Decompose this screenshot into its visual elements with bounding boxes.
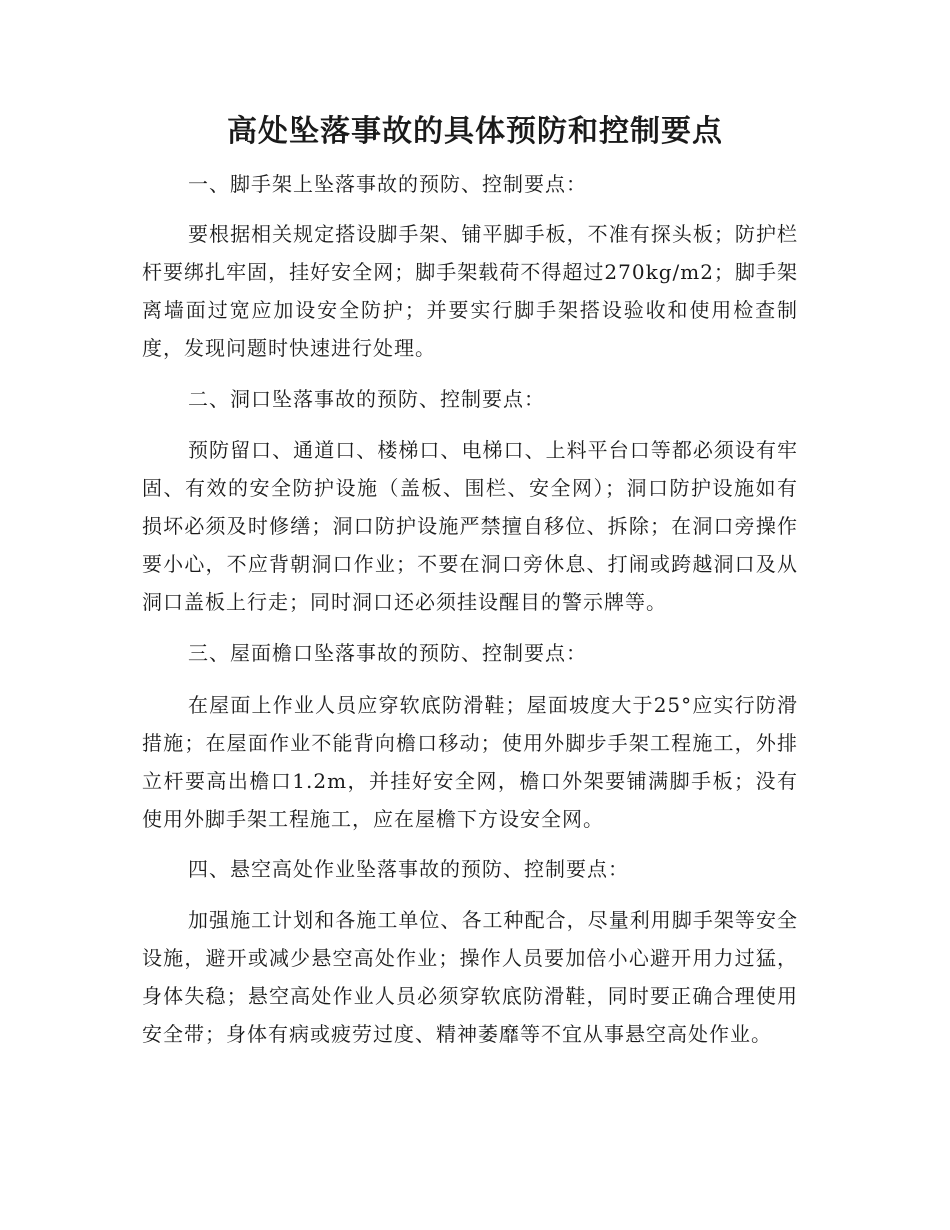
section-body-2: 预防留口、通道口、楼梯口、电梯口、上料平台口等都必须设有牢固、有效的安全防护设施（盖板、围栏、安全网）；洞口防护设施如有损坏必须及时修缮；洞口防护设施严禁擅自移位、拆除；在洞口旁操作要小心，不应背朝洞口作业；不要在洞口旁休息、打闹或跨越洞口及从洞口盖板上行走；同时洞口还必须挂设醒目的警示牌等。 <box>142 438 798 614</box>
section-body-3: 在屋面上作业人员应穿软底防滑鞋；屋面坡度大于25°应实行防滑措施；在屋面作业不能背向檐口移动；使用外脚步手架工程施工，外排立杆要高出檐口1.2m，并挂好安全网，檐口外架要铺满脚手板；没有使用外脚手架工程施工，应在屋檐下方设安全网。 <box>142 693 798 831</box>
section-heading-1: 一、脚手架上坠落事故的预防、控制要点： <box>188 172 587 196</box>
section-body-4: 加强施工计划和各施工单位、各工种配合，尽量利用脚手架等安全设施，避开或减少悬空高处作业；操作人员要加倍小心避开用力过猛，身体失稳；悬空高处作业人员必须穿软底防滑鞋，同时要正确合理使用安全带；身体有病或疲劳过度、精神萎靡等不宜从事悬空高处作业。 <box>142 908 798 1046</box>
document-title: 高处坠落事故的具体预防和控制要点 <box>227 114 723 149</box>
section-body-1: 要根据相关规定搭设脚手架、铺平脚手板，不准有探头板；防护栏杆要绑扎牢固，挂好安全网；脚手架载荷不得超过270kg/m2；脚手架离墙面过宽应加设安全防护；并要实行脚手架搭设验收和使用检查制度，发现问题时快速进行处理。 <box>142 222 798 360</box>
section-heading-3: 三、屋面檐口坠落事故的预防、控制要点： <box>188 641 587 665</box>
section-heading-2: 二、洞口坠落事故的预防、控制要点： <box>188 387 545 411</box>
section-heading-4: 四、悬空高处作业坠落事故的预防、控制要点： <box>188 857 629 881</box>
